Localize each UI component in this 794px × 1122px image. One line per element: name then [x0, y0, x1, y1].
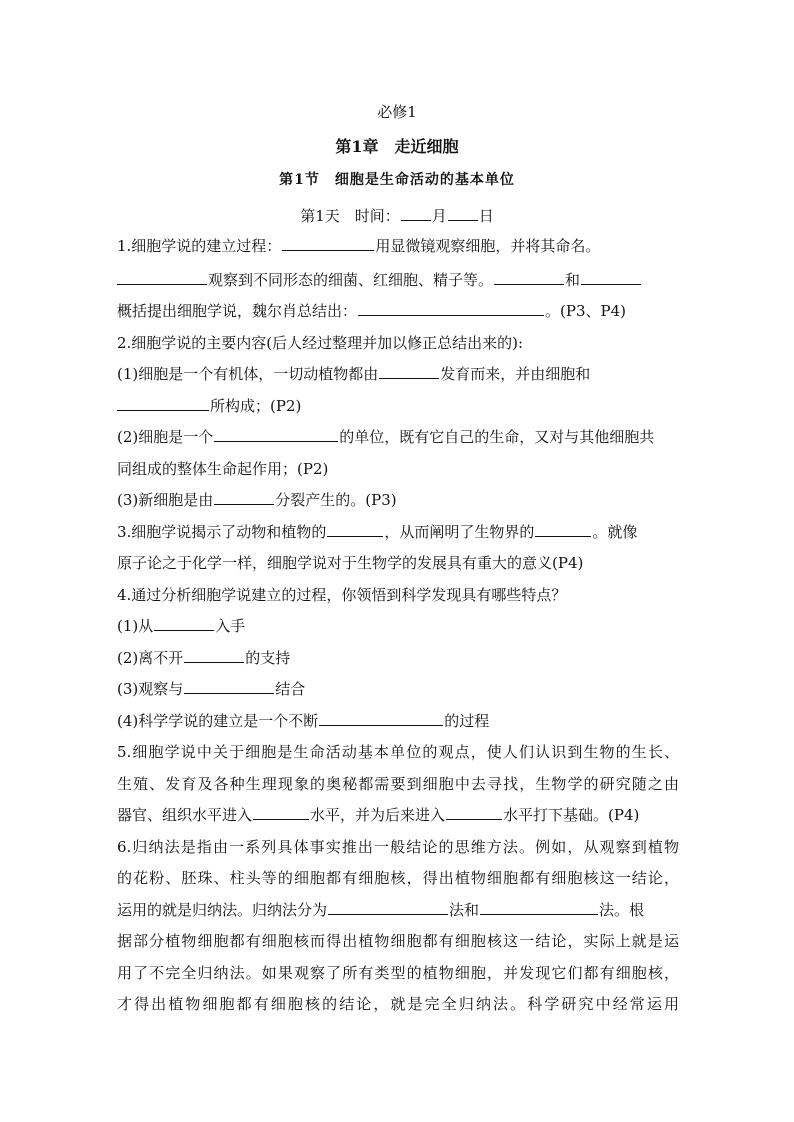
text: 入手	[215, 617, 246, 635]
fill-blank	[154, 616, 214, 631]
fill-blank	[117, 270, 207, 285]
q4-4-line	[117, 711, 679, 731]
text: 发育而来，并由细胞和	[440, 365, 591, 383]
q1-line-2	[117, 270, 679, 290]
text: 的支持	[245, 649, 291, 667]
fill-blank	[327, 522, 383, 537]
fill-blank	[319, 711, 443, 726]
fill-blank	[214, 427, 338, 442]
text: 分裂产生的。(P3)	[275, 491, 397, 509]
text: 运用的就是归纳法。归纳法分为	[117, 901, 328, 919]
month-blank	[401, 206, 431, 221]
text: 所构成；(P2)	[210, 397, 302, 415]
text: (1)从	[117, 617, 154, 635]
fill-blank	[358, 301, 544, 316]
q1-line-3	[117, 301, 679, 321]
text: 水平，并为后来进入	[310, 806, 446, 824]
book-title: 必修1	[377, 103, 417, 121]
fill-blank	[581, 270, 641, 285]
text: 和	[565, 271, 581, 289]
month-label: 月	[431, 207, 447, 225]
date-line	[0, 205, 794, 226]
q2-3-line	[117, 490, 679, 510]
text: 的单位，既有它自己的生命，又对与其他细胞共	[339, 428, 655, 446]
fill-blank	[379, 364, 439, 379]
text: 概括提出细胞学说，魏尔肖总结出：	[117, 302, 358, 320]
fill-blank	[282, 236, 374, 251]
text: 结合	[275, 680, 306, 698]
text: 3.细胞学说揭示了动物和植物的	[117, 523, 327, 541]
q5-line-3	[117, 805, 679, 825]
text: 。就像	[592, 523, 638, 541]
q6-line-1: 6.归纳法是指由一系列具体事实推出一般结论的思维方法。例如，从观察到植物	[117, 838, 679, 856]
day-label: 日	[478, 207, 494, 225]
text: 观察到不同形态的细菌、红细胞、精子等。	[208, 271, 494, 289]
q6-line-4: 据部分植物细胞都有细胞核而得出植物细胞都有细胞核这一结论，实际上就是运	[117, 932, 679, 950]
q4-1-line	[117, 616, 679, 636]
q2-1-line-1	[117, 364, 679, 384]
fill-blank	[214, 490, 274, 505]
q4-3-line	[117, 679, 679, 699]
text: (3)新细胞是由	[117, 491, 214, 509]
text: 。(P3、P4)	[545, 302, 626, 320]
text: (4)科学学说的建立是一个不断	[117, 712, 319, 730]
text: (2)离不开	[117, 649, 184, 667]
text: (1)细胞是一个有机体，一切动植物都由	[117, 365, 379, 383]
q6-line-5: 用了不完全归纳法。如果观察了所有类型的植物细胞，并发现它们都有细胞核，	[117, 964, 679, 982]
text: 器官、组织水平进入	[117, 806, 253, 824]
q5-line-2: 生殖、发育及各种生理现象的奥秘都需要到细胞中去寻找，生物学的研究随之由	[117, 775, 679, 793]
text: 的过程	[444, 712, 490, 730]
text: ，从而阐明了生物界的	[384, 523, 535, 541]
day-prefix: 第1天 时间：	[300, 207, 400, 225]
fill-blank	[328, 900, 448, 915]
fill-blank	[184, 648, 244, 663]
text: 水平打下基础。(P4)	[503, 806, 640, 824]
q4-2-line	[117, 648, 679, 668]
text: (2)细胞是一个	[117, 428, 214, 446]
q2-2-line-1	[117, 427, 679, 447]
text: 法。根	[599, 901, 645, 919]
text: 法和	[449, 901, 480, 919]
q4-heading: 4.通过分析细胞学说建立的过程，你领悟到科学发现具有哪些特点？	[117, 586, 567, 604]
text: 用显微镜观察细胞，并将其命名。	[375, 237, 601, 255]
q1-line-1	[117, 236, 679, 256]
q2-heading: 2.细胞学说的主要内容(后人经过整理并加以修正总结出来的):	[117, 334, 524, 352]
fill-blank	[253, 805, 309, 820]
fill-blank	[446, 805, 502, 820]
q6-line-2: 的花粉、胚珠、柱头等的细胞都有细胞核，得出植物细胞都有细胞核这一结论，	[117, 869, 679, 887]
fill-blank	[494, 270, 564, 285]
text: (3)观察与	[117, 680, 184, 698]
q2-1-line-2	[117, 396, 679, 416]
fill-blank	[480, 900, 598, 915]
section-title: 第1节 细胞是生命活动的基本单位	[279, 172, 515, 188]
q6-line-3	[117, 900, 679, 920]
chapter-title: 第1章 走近细胞	[335, 137, 459, 156]
fill-blank	[184, 679, 274, 694]
q3-line-2: 原子论之于化学一样，细胞学说对于生物学的发展具有重大的意义(P4)	[117, 554, 584, 572]
q3-line-1	[117, 522, 679, 542]
q6-line-6: 才得出植物细胞都有细胞核的结论，就是完全归纳法。科学研究中经常运用	[117, 995, 679, 1013]
text: 1.细胞学说的建立过程：	[117, 237, 282, 255]
q5-line-1: 5.细胞学说中关于细胞是生命活动基本单位的观点，使人们认识到生物的生长、	[117, 743, 679, 761]
fill-blank	[117, 396, 209, 411]
day-blank	[448, 206, 478, 221]
fill-blank	[535, 522, 591, 537]
q2-2-line-2: 同组成的整体生命起作用；(P2)	[117, 460, 329, 478]
